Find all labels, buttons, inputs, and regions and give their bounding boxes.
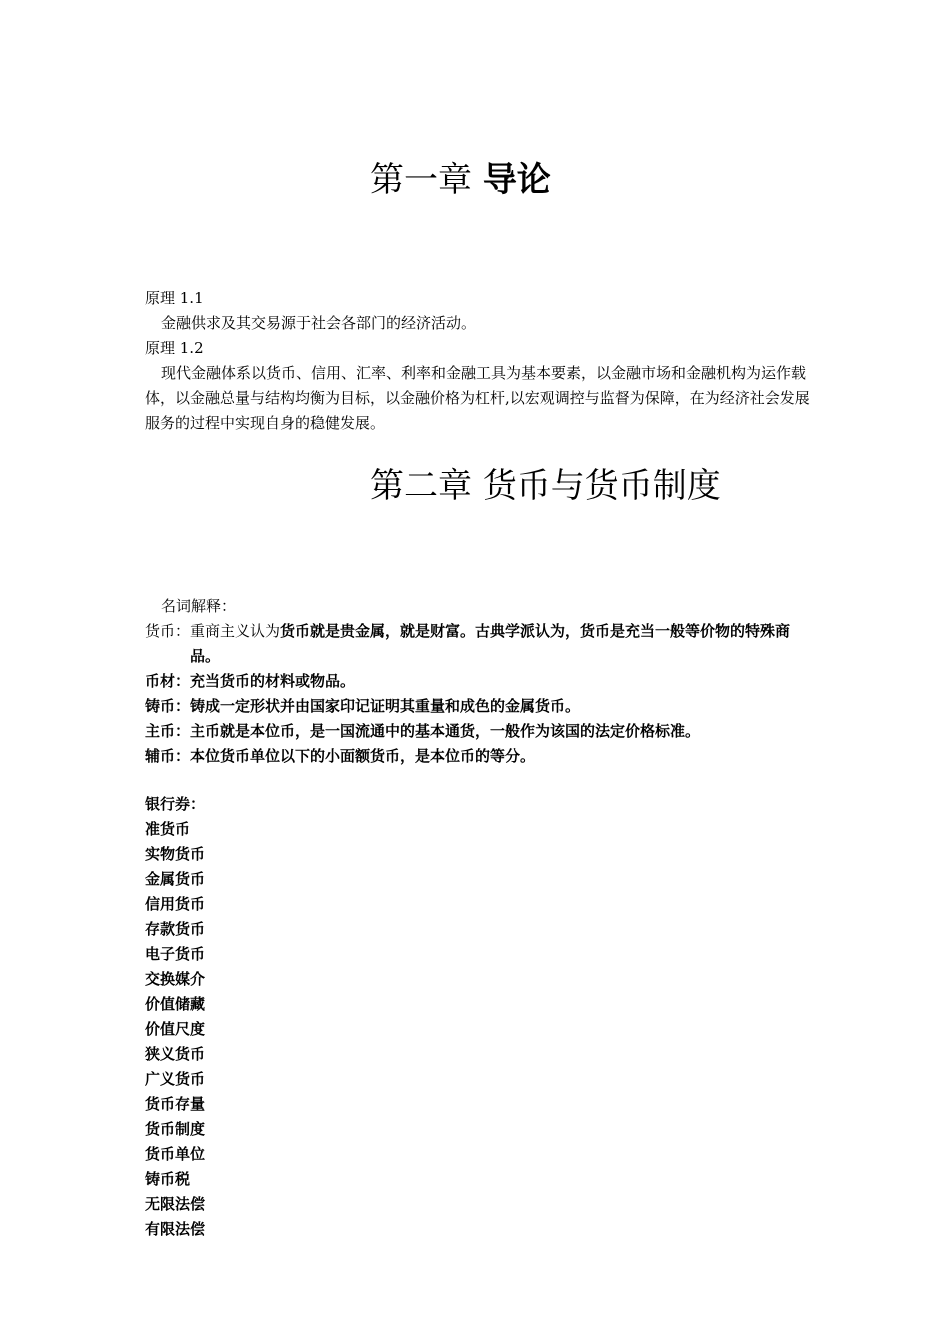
definition-row — [145, 694, 810, 719]
definition-term: 辅币： — [145, 747, 191, 765]
glossary-term: 交换媒介 — [145, 970, 206, 988]
definition-row — [145, 744, 810, 769]
glossary-term: 价值储藏 — [145, 995, 206, 1013]
definition-row — [145, 669, 810, 694]
definition-term: 铸币： — [145, 697, 191, 715]
glossary-term: 广义货币 — [145, 1070, 206, 1088]
glossary-term: 铸币税 — [145, 1170, 191, 1188]
glossary-term: 货币制度 — [145, 1120, 206, 1138]
principle-1-2-text: 现代金融体系以货币、信用、汇率、利率和金融工具为基本要素，以金融市场和金融机构为运作载体，以金融总量与结构均衡为目标，以金融价格为杠杆,以宏观调控与监督为保障，在为经济社会发展服务的过程中实现自身的稳健发展。 — [145, 364, 810, 432]
definition-text: 铸成一定形状并由国家印记证明其重量和成色的金属货币。 — [190, 697, 581, 715]
glossary-term: 准货币 — [145, 820, 191, 838]
definition-text-bold: 货币就是贵金属，就是财富。古典学派认为，货币是充当一般等价物的特殊商品。 — [190, 622, 791, 665]
definition-term: 货币： — [145, 622, 191, 640]
chapter-1-title-main: 导论 — [482, 160, 551, 200]
chapter-1-title-prefix: 第一章 — [370, 160, 472, 200]
definition-row — [145, 719, 810, 744]
definition-text: 本位货币单位以下的小面额货币，是本位币的等分。 — [190, 747, 536, 765]
glossary-term: 电子货币 — [145, 945, 206, 963]
chapter-1-title — [370, 160, 551, 200]
principle-1-1-text: 金融供求及其交易源于社会各部门的经济活动。 — [161, 314, 477, 332]
glossary-term: 金属货币 — [145, 870, 206, 888]
definition-text: 主币就是本位币，是一国流通中的基本通货，一般作为该国的法定价格标准。 — [190, 722, 701, 740]
principle-1-2-label: 原理 1.2 — [145, 339, 204, 357]
glossary-term: 狭义货币 — [145, 1045, 206, 1063]
glossary-term: 实物货币 — [145, 845, 206, 863]
glossary-term: 货币单位 — [145, 1145, 206, 1163]
glossary-term-list — [145, 792, 205, 1242]
definition-text-plain: 重商主义认为 — [190, 622, 281, 640]
chapter-2-title-prefix: 第二章 — [370, 466, 472, 506]
chapter-2-title — [370, 466, 721, 506]
glossary-term: 无限法偿 — [145, 1195, 206, 1213]
glossary-term: 存款货币 — [145, 920, 206, 938]
definition-term: 币材： — [145, 672, 191, 690]
chapter-2-title-main: 货币与货币制度 — [482, 466, 721, 506]
glossary-term: 有限法偿 — [145, 1220, 206, 1238]
definition-text — [190, 619, 810, 669]
glossary-term: 信用货币 — [145, 895, 206, 913]
glossary-term: 银行券： — [145, 795, 206, 813]
glossary-heading: 名词解释： — [161, 597, 237, 615]
glossary-term: 货币存量 — [145, 1095, 206, 1113]
glossary-term: 价值尺度 — [145, 1020, 206, 1038]
definition-row — [145, 619, 810, 669]
principle-1-1-label: 原理 1.1 — [145, 289, 204, 307]
definition-text: 充当货币的材料或物品。 — [190, 672, 356, 690]
definition-term: 主币： — [145, 722, 191, 740]
